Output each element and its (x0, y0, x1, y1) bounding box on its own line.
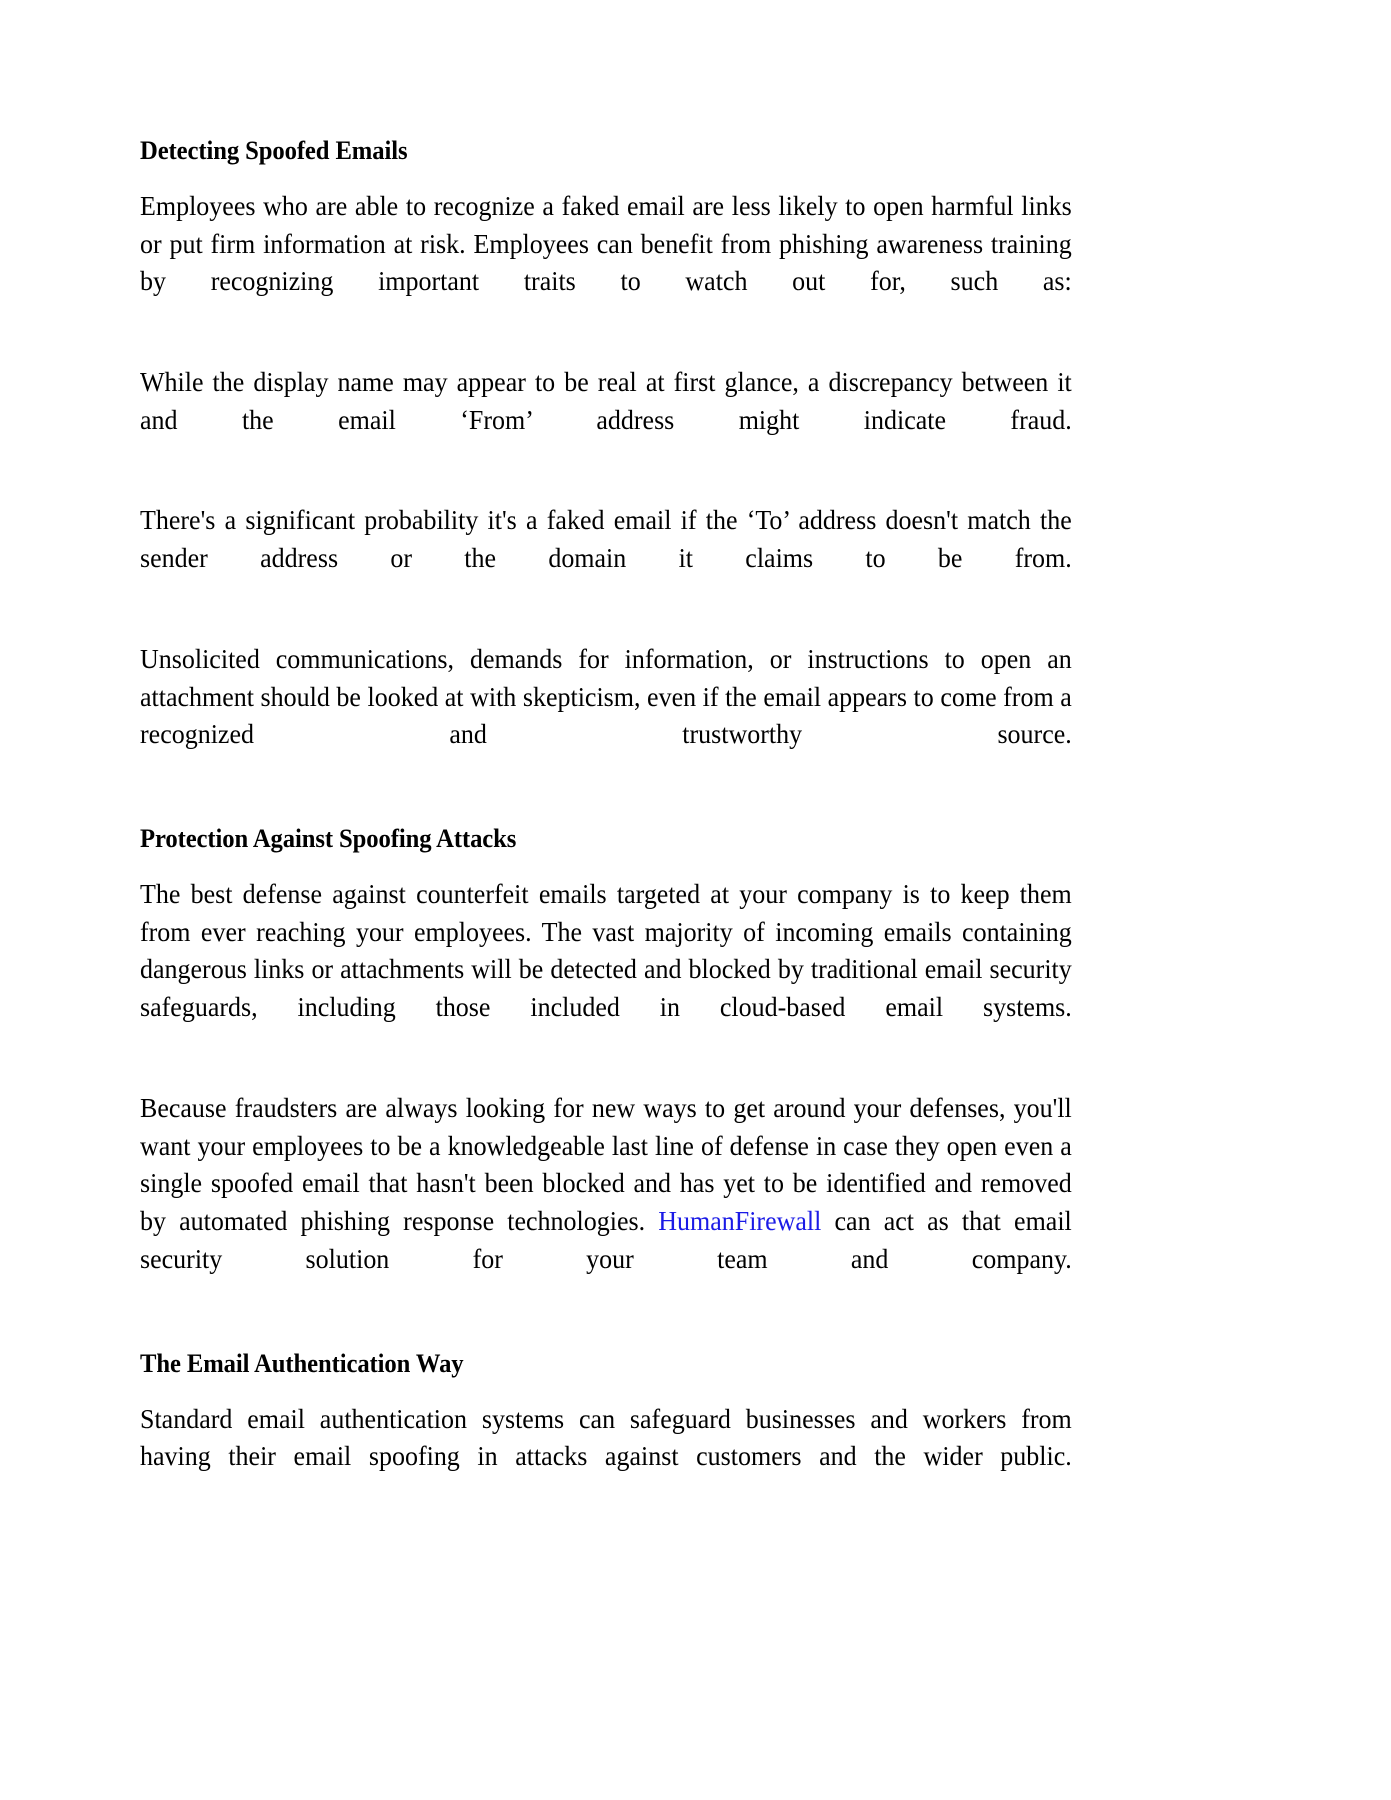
heading-detecting-spoofed-emails: Detecting Spoofed Emails (140, 135, 408, 165)
paragraph-text-before-link: Because fraudsters are always looking for new ways to get around your defenses, you'll want your employees to be a knowledgeable last line of defense in case they open even a single spoofed email that hasn't been blocked and has yet to be identified and removed by automated phishing response technologies. (140, 1091, 1072, 1237)
paragraph-unsolicited-communications: Unsolicited communications, demands for information, or instructions to open an attachment should be looked at with skepticism, even if the email appears to come from a recognized and trustworthy source. (140, 642, 1072, 750)
paragraph-to-address-mismatch: There's a significant probability it's a faked email if the ‘To’ address doesn't match the sender address or the domain it claims to be from. (140, 504, 1072, 574)
heading-protection-against-spoofing-attacks: Protection Against Spoofing Attacks (140, 823, 517, 854)
paragraph-fraudsters-last-line-of-defense (140, 1089, 1072, 1316)
humanfirewall-link[interactable]: HumanFirewall (658, 1205, 822, 1237)
heading-the-email-authentication-way: The Email Authentication Way (140, 1347, 464, 1378)
paragraph-best-defense: The best defense against counterfeit emails targeted at your company is to keep them from ever reaching your employees. The vast majority of incoming emails containing dangerous links or attachments will be detected and blocked by traditional email security safeguards, including those included in cloud-based email systems. (140, 877, 1072, 1023)
paragraph-employees-recognize: Employees who are able to recognize a faked email are less likely to open harmful links or put firm information at risk. Employees can benefit from phishing awareness training by recognizing important traits to watch out for, such as: (140, 189, 1072, 297)
document-content (140, 134, 1072, 1513)
paragraph-standard-email-authentication: Standard email authentication systems can safeguard businesses and workers from having their email spoofing in attacks against customers and the wider public. (140, 1402, 1072, 1472)
paragraph-display-name-discrepancy: While the display name may appear to be real at first glance, a discrepancy between it and the email ‘From’ address might indicate fraud. (140, 366, 1072, 435)
paragraph-text-after-link: can act as that email security solution for your team and company. (140, 1205, 1072, 1275)
